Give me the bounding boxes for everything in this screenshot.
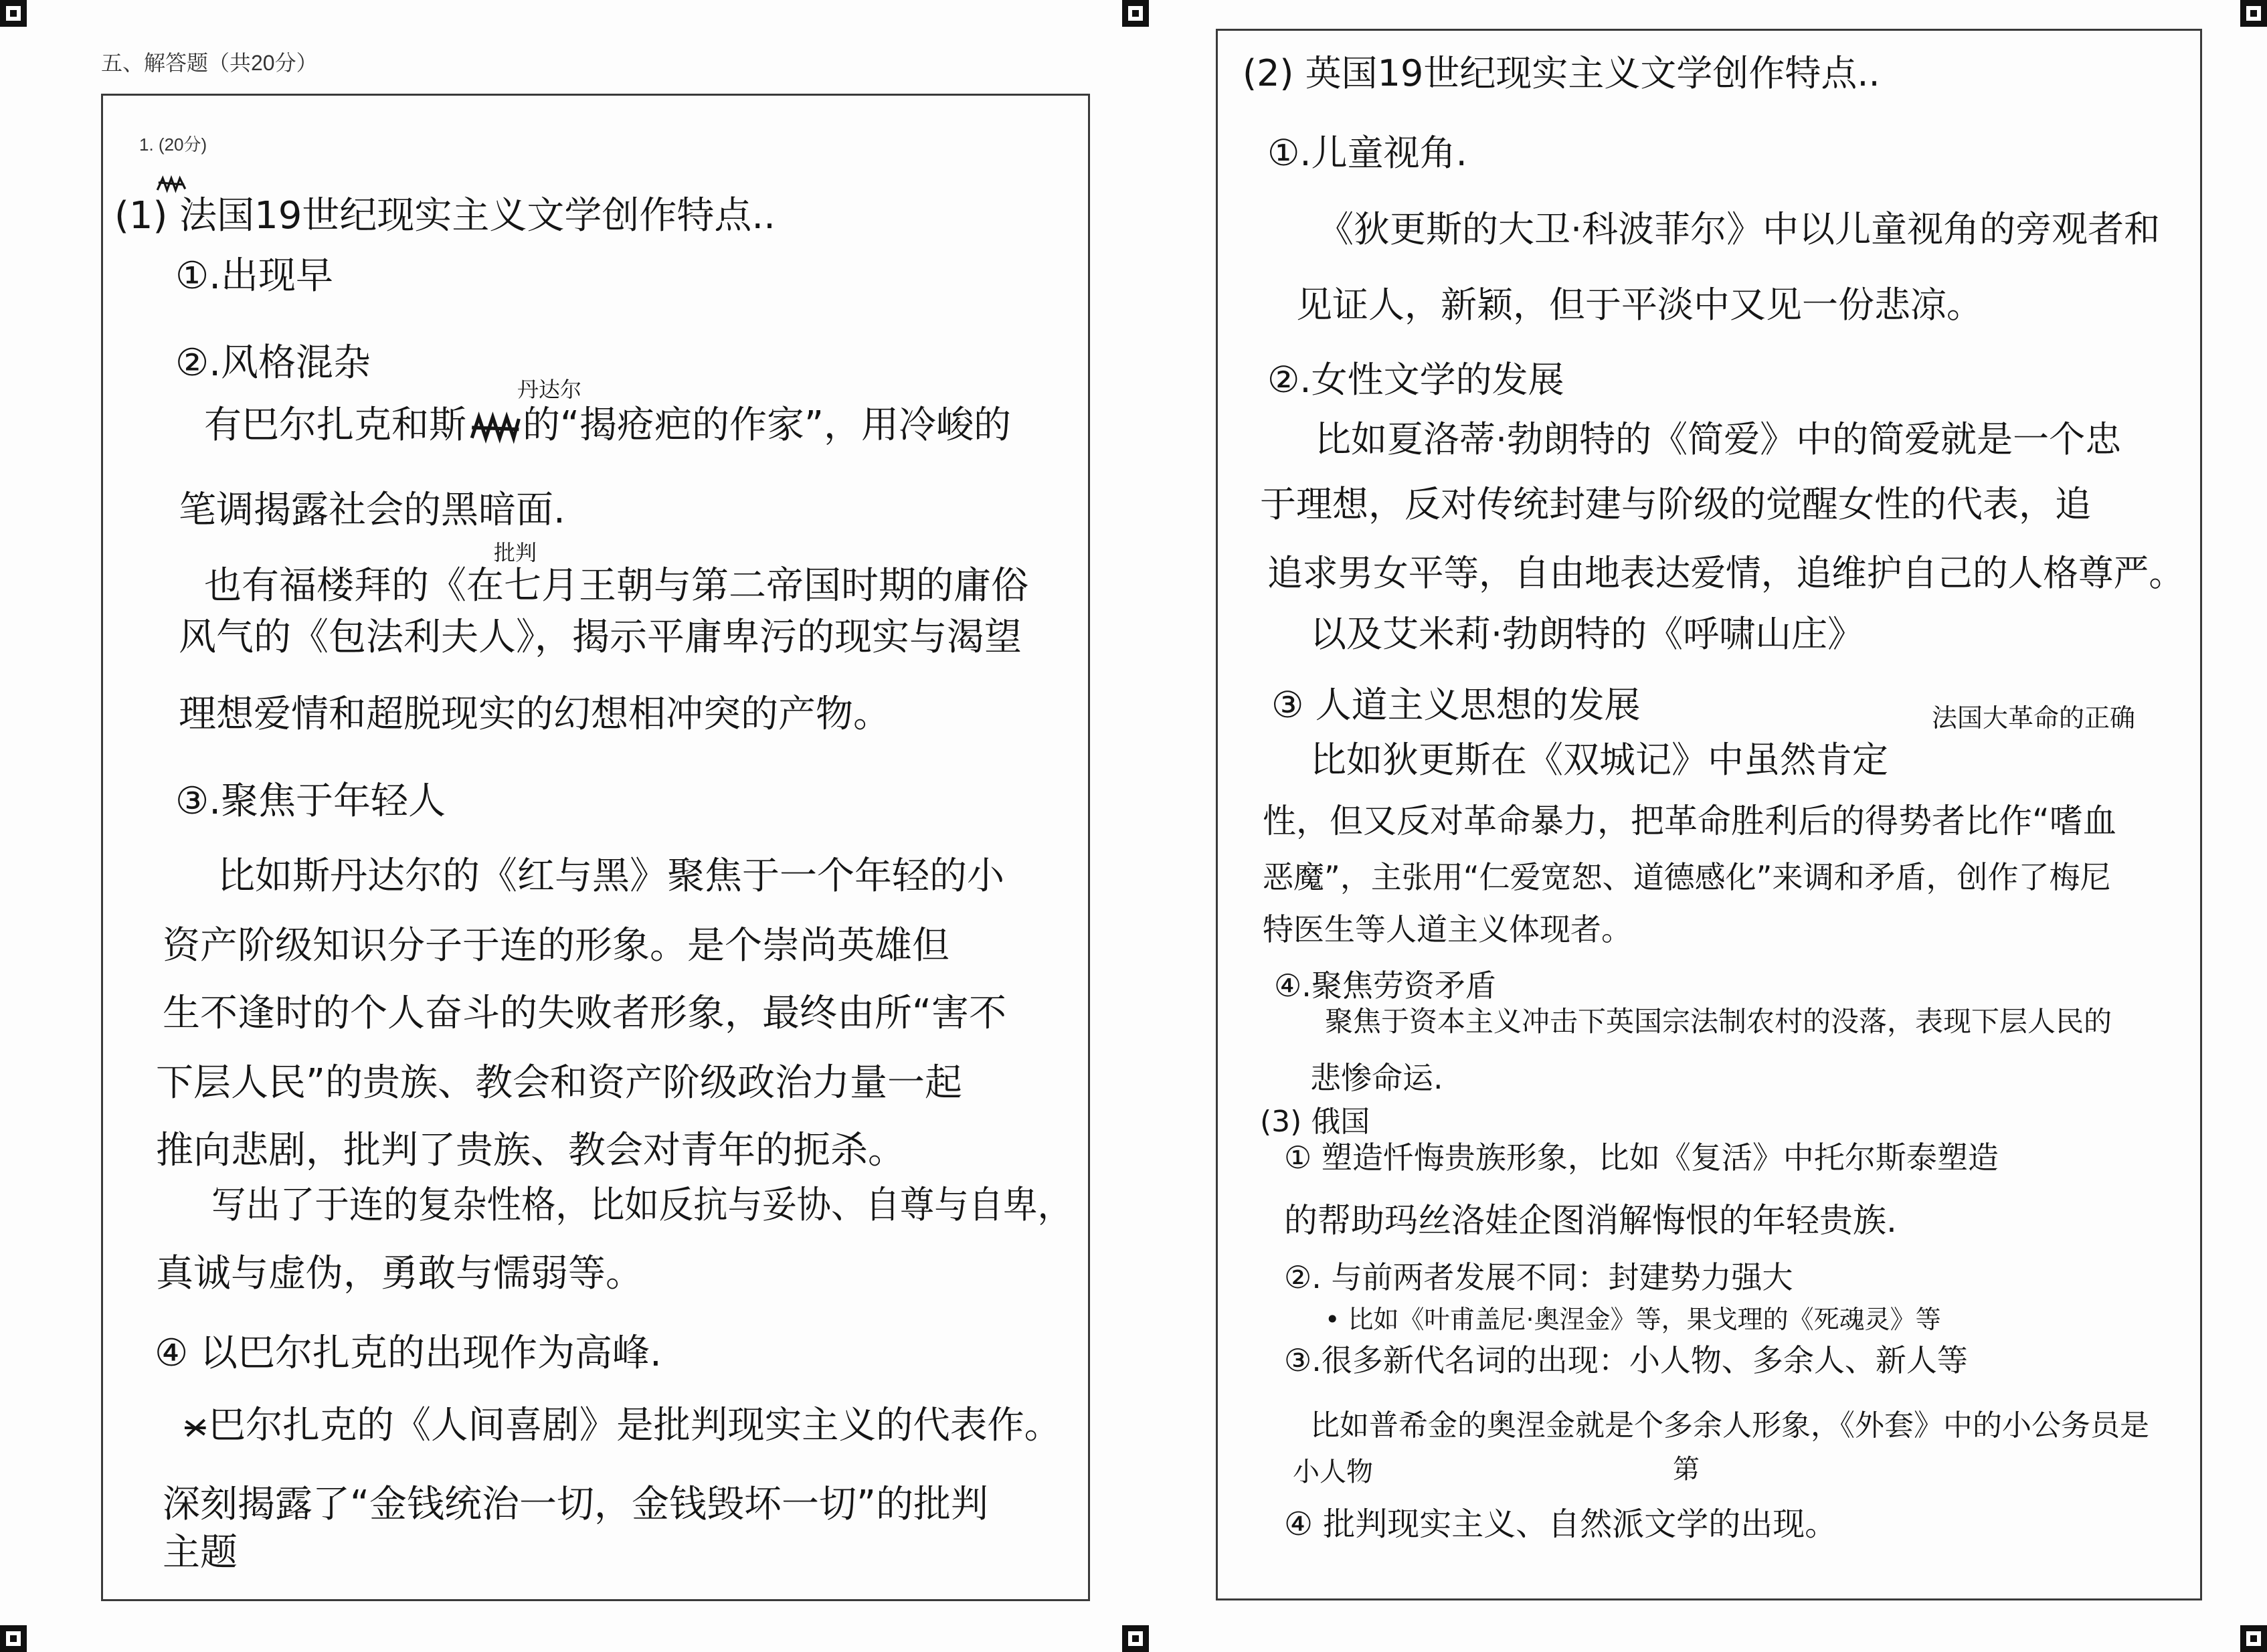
corner-marker-top-left (0, 0, 27, 27)
answer-line: ①.出现早 (175, 254, 334, 298)
inserted-correction: 第 (1673, 1454, 1700, 1485)
scribble-mark (155, 175, 187, 195)
answer-line: 比如普希金的奥涅金就是个多余人形象，《外套》中的小公务员是 (1310, 1408, 2149, 1443)
corner-marker-bottom-left (0, 1625, 27, 1652)
answer-line: 追求男女平等，自由地表达爱情，追维护自己的人格尊严。 (1267, 552, 2185, 594)
section-title: 五、解答题（共20分） (101, 51, 318, 75)
answer-line: 推向悲剧，批判了贵族、教会对青年的扼杀。 (156, 1129, 905, 1172)
answer-line: ③ 人道主义思想的发展 (1271, 684, 1641, 726)
scribble-mark (466, 410, 523, 445)
answer-line: ④ 以巴尔扎克的出现作为高峰. (155, 1332, 662, 1375)
answer-line: ②.风格混杂 (175, 341, 371, 385)
answer-box-left (101, 94, 1090, 1601)
answer-line: 比如夏洛蒂·勃朗特的《简爱》中的简爱就是一个忠 (1315, 418, 2122, 460)
answer-line: 比如斯丹达尔的《红与黑》聚焦于一个年轻的小 (217, 854, 1004, 898)
corner-marker-top-right (2240, 0, 2267, 27)
answer-line: ④.聚焦劳资矛盾 (1274, 968, 1496, 1004)
answer-line: 写出了于连的复杂性格，比如反抗与妥协、自尊与自卑， (211, 1184, 1073, 1227)
inserted-correction: 法国大革命的正确 (1932, 703, 2136, 733)
answer-line: 深刻揭露了“金钱统治一切，金钱毁坏一切”的批判 (163, 1483, 989, 1526)
answer-line: ④ 批判现实主义、自然派文学的出现。 (1284, 1505, 1837, 1543)
answer-line: 恶魔”，主张用“仁爱宽恕、道德感化”来调和矛盾，创作了梅尼 (1263, 859, 2111, 895)
answer-line: 小人物 (1293, 1457, 1373, 1487)
answer-line: ②. 与前两者发展不同：封建势力强大 (1284, 1259, 1793, 1295)
answer-line: ① 塑造忏悔贵族形象，比如《复活》中托尔斯泰塑造 (1284, 1139, 1999, 1176)
question-label: 1. (20分) (139, 134, 207, 155)
answer-line: ③.很多新代名词的出现：小人物、多余人、新人等 (1284, 1342, 1968, 1378)
answer-line: 于理想，反对传统封建与阶级的觉醒女性的代表，追 (1260, 483, 2091, 525)
answer-line: 比如狄更斯在《双城记》中虽然肯定 (1310, 739, 1888, 781)
answer-line: ①.儿童视角. (1267, 132, 1467, 174)
corner-marker-bottom-right (2240, 1625, 2267, 1652)
answer-line-text: 巴尔扎克的《人间喜剧》是批判现实主义的代表作。 (208, 1404, 1062, 1447)
answer-line: (2) 英国19世纪现实主义文学创作特点.. (1243, 52, 1880, 94)
answer-line: 生不逢时的个人奋斗的失败者形象，最终由所“害不 (163, 992, 1007, 1035)
answer-line: • 比如《叶甫盖尼·奥涅金》等，果戈理的《死魂灵》等 (1325, 1305, 1941, 1334)
answer-line: ②.女性文学的发展 (1267, 359, 1564, 401)
answer-line: ③.聚焦于年轻人 (175, 779, 446, 823)
answer-line (204, 403, 1012, 447)
answer-line: 以及艾米莉·勃朗特的《呼啸山庄》 (1310, 613, 1864, 655)
corner-marker-bottom-middle (1122, 1625, 1149, 1652)
answer-line: 性，但又反对革命暴力，把革命胜利后的得势者比作“嗜血 (1263, 802, 2116, 840)
corner-marker-top-middle (1122, 0, 1149, 27)
answer-line: (3) 俄国 (1260, 1105, 1370, 1139)
answer-line: 风气的《包法利夫人》，揭示平庸卑污的现实与渴望 (179, 616, 1022, 659)
answer-box-right (1216, 29, 2202, 1600)
answer-line: 特医生等人道主义体现者。 (1263, 911, 1632, 947)
scribble-mark (182, 1413, 209, 1443)
answer-line: 笔调揭露社会的黑暗面. (179, 488, 565, 532)
answer-line: 也有福楼拜的《在七月王朝与第二帝国时期的庸俗 (204, 564, 1028, 608)
inserted-correction: 批判 (494, 540, 537, 565)
answer-line-text: 的“揭疮疤的作家”，用冷峻的 (523, 403, 1012, 447)
answer-line: (1) 法国19世纪现实主义文学创作特点.. (114, 194, 776, 238)
answer-line: 《狄更斯的大卫·科波菲尔》中以儿童视角的旁观者和 (1318, 208, 2161, 250)
answer-line: 主题 (163, 1531, 238, 1574)
answer-line: 下层人民”的贵族、教会和资产阶级政治力量一起 (156, 1061, 963, 1105)
answer-line: 聚焦于资本主义冲击下英国宗法制农村的没落，表现下层人民的 (1325, 1005, 2112, 1038)
answer-line-text: 有巴尔扎克和斯 (204, 403, 466, 447)
answer-line: 悲惨命运. (1310, 1060, 1443, 1096)
answer-line: 的帮助玛丝洛娃企图消解悔恨的年轻贵族. (1284, 1201, 1897, 1240)
answer-line: 资产阶级知识分子于连的形象。是个崇尚英雄但 (163, 924, 949, 968)
answer-line: 真诚与虚伪，勇敢与懦弱等。 (156, 1252, 643, 1295)
answer-line (182, 1404, 1062, 1447)
inserted-correction: 丹达尔 (517, 377, 582, 402)
answer-line: 理想爱情和超脱现实的幻想相冲突的产物。 (179, 693, 891, 736)
answer-line: 见证人，新颖，但于平淡中又见一份悲凉。 (1296, 284, 1983, 326)
